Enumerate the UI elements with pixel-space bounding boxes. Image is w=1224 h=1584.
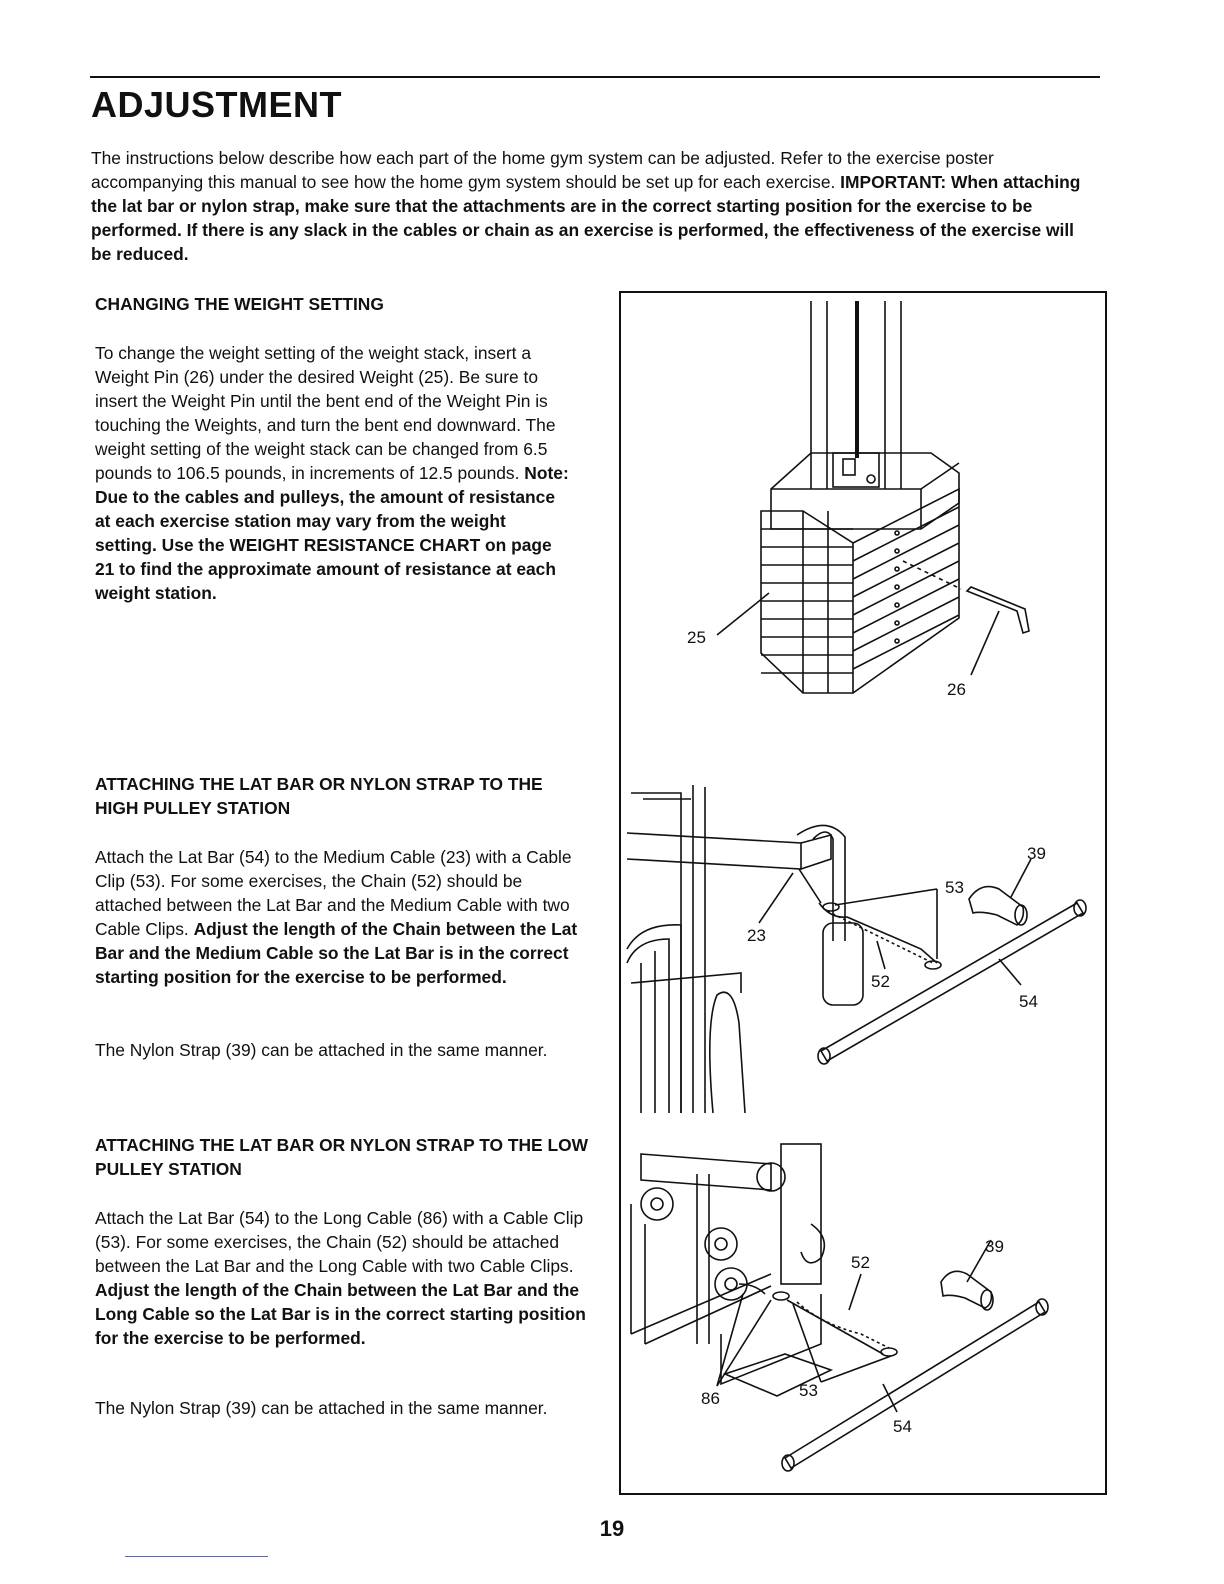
callout-25: 25 [687, 628, 706, 647]
page-title: ADJUSTMENT [91, 84, 343, 125]
callout-26: 26 [947, 680, 966, 699]
callout-53: 53 [945, 878, 964, 897]
callout-52: 52 [871, 972, 890, 991]
low-body-bold: Adjust the length of the Chain between the Lat Bar and the Long Cable so the Lat Bar is in the correct starting position for the exercise to be performed. [95, 1280, 586, 1348]
high-body-bold: Adjust the length of the Chain between the Lat Bar and the Medium Cable so the Lat Bar is in the correct starting position for the exercise to be performed. [95, 919, 578, 987]
high-pulley-figure [619, 773, 1107, 1136]
low-pulley-heading: ATTACHING THE LAT BAR OR NYLON STRAP TO THE LOW PULLEY STATION [95, 1135, 589, 1179]
callout-39: 39 [1027, 844, 1046, 863]
weight-stack-illustration [621, 293, 1105, 774]
low-pulley-note: The Nylon Strap (39) can be attached in the same manner. [95, 1398, 548, 1418]
weight-stack-figure [619, 291, 1107, 776]
callout-53: 53 [799, 1381, 818, 1400]
callout-39: 39 [985, 1237, 1004, 1256]
weight-section-heading: CHANGING THE WEIGHT SETTING [95, 294, 384, 314]
low-pulley-figure [619, 1134, 1107, 1495]
page-number: 19 [599, 1516, 625, 1541]
weight-body-note: Note: Due to the cables and pulleys, the amount of resistance at each exercise station may vary from the weight setting. Use the WEIGHT RESISTANCE CHART on page 21 to find the approximate amount of resistance at each weight station. [95, 463, 569, 603]
weight-body-plain: To change the weight setting of the weight stack, insert a Weight Pin (26) under the desired Weight (25). Be sure to insert the Weight Pin until the bent end of the Weight Pin is touching the Weights, and turn the bent end downward. The weight setting of the weight stack can be changed from 6.5 pounds to 106.5 pounds, in increments of 12.5 pounds. [95, 343, 556, 483]
intro-paragraph [91, 146, 1091, 266]
high-pulley-heading: ATTACHING THE LAT BAR OR NYLON STRAP TO THE HIGH PULLEY STATION [95, 774, 543, 818]
low-pulley-illustration [621, 1134, 1105, 1493]
low-pulley-body [95, 1206, 590, 1350]
intro-important: IMPORTANT: When attaching the lat bar or nylon strap, make sure that the attachments are in the correct starting position for the exercise to be performed. If there is any slack in the cables or chain as an exercise is performed, the effectiveness of the exercise will be reduced. [91, 172, 1081, 264]
weight-section-body [95, 341, 570, 605]
high-pulley-illustration [621, 773, 1105, 1134]
high-pulley-body [95, 845, 590, 989]
callout-52: 52 [851, 1253, 870, 1272]
low-body-plain: Attach the Lat Bar (54) to the Long Cable (86) with a Cable Clip (53). For some exercises, the Chain (52) should be attached between the Lat Bar and the Long Cable with two Cable Clips. [95, 1208, 584, 1276]
high-pulley-note: The Nylon Strap (39) can be attached in the same manner. [95, 1040, 548, 1060]
footer-line [125, 1556, 268, 1557]
intro-plain: The instructions below describe how each part of the home gym system can be adjusted. Refer to the exercise poster accompanying this manual to see how the home gym system should be set up for each exercise. [91, 148, 994, 192]
callout-54: 54 [1019, 992, 1038, 1011]
callout-86: 86 [701, 1389, 720, 1408]
high-body-plain: Attach the Lat Bar (54) to the Medium Cable (23) with a Cable Clip (53). For some exercises, the Chain (52) should be attached between the Lat Bar and the Medium Cable with two Cable Clips. [95, 847, 572, 939]
callout-54: 54 [893, 1417, 912, 1436]
top-rule [90, 76, 1100, 78]
callout-23: 23 [747, 926, 766, 945]
